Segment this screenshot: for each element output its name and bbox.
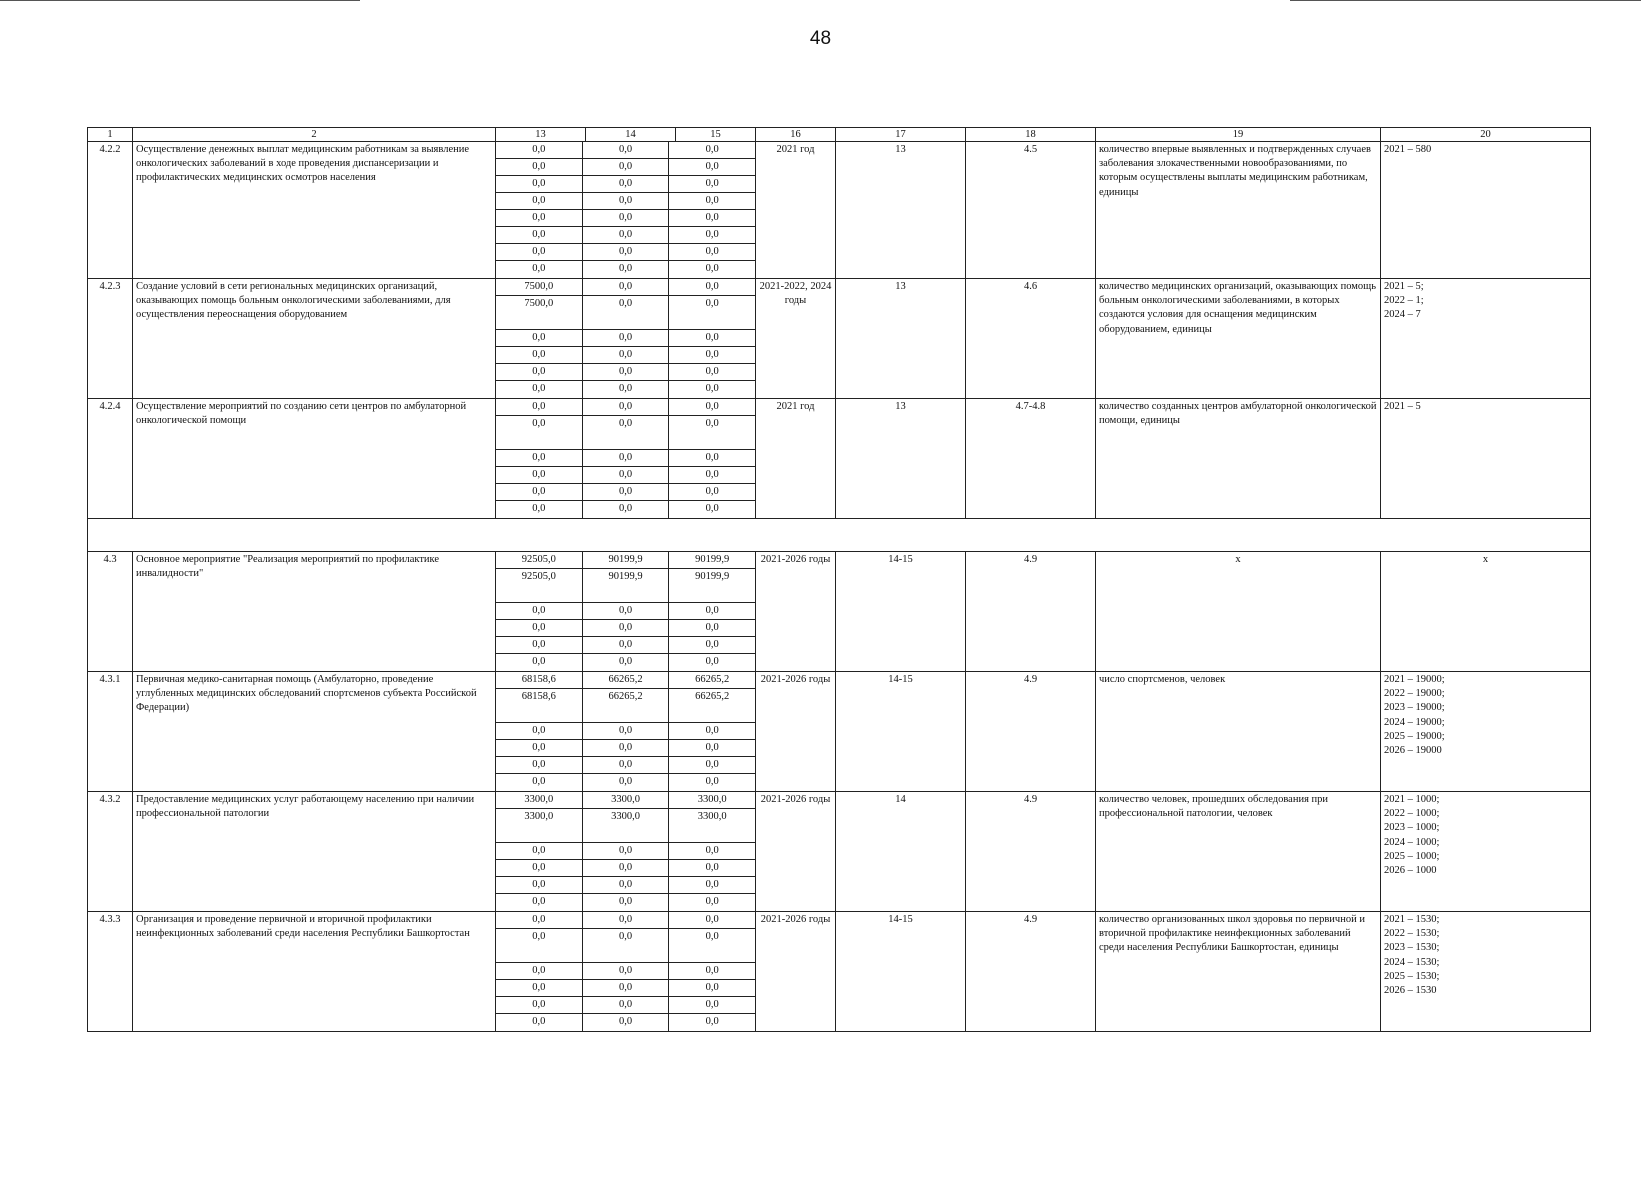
row-title: Организация и проведение первичной и вторичной профилактики неинфекционных заболеваний среди населения Республики Башкортостан: [133, 912, 496, 1032]
value-cell: 0,0: [496, 860, 583, 877]
value-cell: 3300,0: [496, 792, 583, 809]
value-row: [496, 689, 755, 723]
value-cell: 0,0: [496, 654, 583, 671]
value-cell: 0,0: [496, 261, 583, 278]
value-cell: 0,0: [496, 330, 583, 347]
value-cell: 0,0: [583, 929, 670, 963]
col-header: 19: [1096, 128, 1381, 142]
value-cell: 0,0: [583, 980, 670, 997]
value-row: [496, 296, 755, 330]
value-row: [496, 261, 755, 278]
value-cell: 0,0: [583, 740, 670, 757]
value-cell: 0,0: [669, 980, 755, 997]
table-row: [88, 142, 1591, 279]
value-cell: 3300,0: [496, 809, 583, 843]
indicator: количество созданных центров амбулаторной онкологической помощи, единицы: [1096, 399, 1381, 519]
value-cell: 68158,6: [496, 689, 583, 723]
col-18-value: 4.9: [966, 672, 1096, 792]
row-title: Осуществление мероприятий по созданию сети центров по амбулаторной онкологической помощи: [133, 399, 496, 519]
value-cell: 0,0: [669, 399, 755, 416]
value-cell: 0,0: [669, 860, 755, 877]
value-cell: 0,0: [669, 176, 755, 193]
col-header: 18: [966, 128, 1096, 142]
value-cell: 0,0: [583, 1014, 670, 1031]
value-cell: 0,0: [583, 843, 670, 860]
row-number: 4.3.2: [88, 792, 133, 912]
value-row: [496, 467, 755, 484]
value-cell: 0,0: [496, 501, 583, 518]
value-cell: 0,0: [705, 263, 719, 274]
value-cell: 0,0: [669, 929, 755, 963]
value-cell: 90199,9: [669, 552, 755, 569]
value-cell: 0,0: [705, 776, 719, 787]
indicator: количество медицинских организаций, оказывающих помощь больным онкологическими заболеваниями, в которых создаются условия для оснащения медицинским оборудованием, единицы: [1096, 279, 1381, 399]
value-cell: 0,0: [583, 381, 670, 398]
row-number: 4.2.3: [88, 279, 133, 399]
value-row: [496, 193, 755, 210]
value-cell: 0,0: [496, 364, 583, 381]
value-cell: 0,0: [669, 159, 755, 176]
indicator: количество человек, прошедших обследования при профессиональной патологии, человек: [1096, 792, 1381, 912]
value-cell: 0,0: [669, 244, 755, 261]
col-header: 16: [756, 128, 836, 142]
value-cell: 0,0: [583, 330, 670, 347]
row-title: Создание условий в сети региональных медицинских организаций, оказывающих помощь больным онкологическими заболеваниями, для осуществления переоснащения оборудованием: [133, 279, 496, 399]
row-title: Осуществление денежных выплат медицинским работникам за выявление онкологических заболеваний в ходе проведения диспансеризации и профилактических медицинских осмотров населения: [133, 142, 496, 279]
indicator: x: [1096, 552, 1381, 672]
funding-values: [496, 552, 756, 672]
value-cell: 0,0: [669, 193, 755, 210]
value-row: [496, 227, 755, 244]
col-18-value: 4.9: [966, 552, 1096, 672]
value-cell: 0,0: [583, 963, 670, 980]
value-row: [496, 381, 755, 398]
value-cell: 0,0: [669, 963, 755, 980]
target-values: x: [1381, 552, 1591, 672]
value-cell: 0,0: [496, 740, 583, 757]
value-cell: 0,0: [583, 347, 670, 364]
value-cell: 0,0: [669, 637, 755, 654]
value-cell: 0,0: [496, 484, 583, 501]
value-cell: 0,0: [496, 877, 583, 894]
value-cell: 0,0: [583, 501, 670, 518]
period: 2021 год: [756, 142, 836, 279]
period: 2021-2026 годы: [756, 552, 836, 672]
value-row: [496, 774, 755, 791]
row-number: 4.2.2: [88, 142, 133, 279]
value-cell: 3300,0: [669, 809, 755, 843]
value-cell: 0,0: [669, 484, 755, 501]
value-cell: 0,0: [583, 603, 670, 620]
value-cell: 0,0: [669, 740, 755, 757]
value-cell: 0,0: [669, 620, 755, 637]
value-row: [496, 894, 755, 911]
table-row: [88, 792, 1591, 912]
value-cell: 92505,0: [496, 552, 583, 569]
value-row: [496, 210, 755, 227]
value-cell: 0,0: [583, 296, 670, 330]
col-18-value: 4.9: [966, 792, 1096, 912]
indicator: количество впервые выявленных и подтвержденных случаев заболевания злокачественными новообразованиями, по которым осуществлены выплаты медицинским работникам, единицы: [1096, 142, 1381, 279]
value-row: [496, 416, 755, 450]
value-row: [496, 997, 755, 1014]
value-cell: 0,0: [583, 364, 670, 381]
funding-values: [496, 792, 756, 912]
col-header: 1: [88, 128, 133, 142]
value-cell: 0,0: [583, 176, 670, 193]
table-row: [88, 552, 1591, 672]
value-cell: 0,0: [496, 142, 583, 159]
value-row: [496, 159, 755, 176]
col-17-value: 14-15: [836, 672, 966, 792]
funding-values: [496, 399, 756, 519]
value-row: [496, 279, 755, 296]
value-cell: 0,0: [496, 210, 583, 227]
row-number: 4.3: [88, 552, 133, 672]
indicator: количество организованных школ здоровья по первичной и вторичной профилактике неинфекционных заболеваний среди населения Республики Башкортостан, единицы: [1096, 912, 1381, 1032]
value-cell: 3300,0: [669, 792, 755, 809]
col-18-value: 4.5: [966, 142, 1096, 279]
value-cell: 0,0: [496, 176, 583, 193]
value-cell: 7500,0: [496, 279, 583, 296]
value-cell: 0,0: [583, 877, 670, 894]
row-number: 4.3.3: [88, 912, 133, 1032]
col-header: 15: [676, 128, 756, 142]
value-row: [496, 740, 755, 757]
table-row: [88, 672, 1591, 792]
value-cell: 90199,9: [583, 552, 670, 569]
value-row: [496, 672, 755, 689]
value-cell: 0,0: [705, 383, 719, 394]
value-cell: 68158,6: [496, 672, 583, 689]
row-number: 4.2.4: [88, 399, 133, 519]
value-cell: 0,0: [496, 193, 583, 210]
value-cell: 0,0: [669, 142, 755, 159]
value-row: [496, 877, 755, 894]
funding-values: [496, 279, 756, 399]
value-cell: 0,0: [496, 963, 583, 980]
value-cell: 0,0: [583, 774, 670, 791]
value-row: [496, 620, 755, 637]
value-cell: 3300,0: [583, 809, 670, 843]
value-cell: 0,0: [583, 467, 670, 484]
value-cell: 66265,2: [583, 689, 670, 723]
value-cell: 0,0: [496, 757, 583, 774]
value-row: [496, 654, 755, 671]
value-cell: 0,0: [496, 774, 583, 791]
col-17-value: 14-15: [836, 912, 966, 1032]
value-cell: 0,0: [583, 450, 670, 467]
value-cell: 0,0: [496, 227, 583, 244]
value-cell: 0,0: [496, 929, 583, 963]
value-cell: 0,0: [669, 603, 755, 620]
value-cell: 0,0: [583, 210, 670, 227]
value-row: [496, 860, 755, 877]
col-17-value: 13: [836, 399, 966, 519]
value-cell: 0,0: [669, 467, 755, 484]
value-row: [496, 142, 755, 159]
value-cell: 0,0: [583, 399, 670, 416]
value-cell: 0,0: [669, 877, 755, 894]
value-cell: 0,0: [583, 193, 670, 210]
value-cell: 0,0: [583, 261, 670, 278]
value-cell: 0,0: [583, 894, 670, 911]
value-row: [496, 501, 755, 518]
section-spacer: [88, 519, 1591, 552]
col-17-value: 14: [836, 792, 966, 912]
period: 2021 год: [756, 399, 836, 519]
value-row: [496, 552, 755, 569]
value-cell: 0,0: [583, 244, 670, 261]
table-row: [88, 279, 1591, 399]
value-cell: 0,0: [496, 381, 583, 398]
col-18-value: 4.6: [966, 279, 1096, 399]
col-18-value: 4.7-4.8: [966, 399, 1096, 519]
value-cell: 0,0: [496, 416, 583, 450]
period: 2021-2026 годы: [756, 672, 836, 792]
column-number-row: [88, 128, 1591, 142]
value-cell: 0,0: [496, 347, 583, 364]
funding-values: [496, 912, 756, 1032]
value-cell: 0,0: [496, 450, 583, 467]
value-cell: 0,0: [669, 210, 755, 227]
value-cell: 0,0: [705, 896, 719, 907]
value-cell: 0,0: [669, 450, 755, 467]
value-cell: 0,0: [669, 843, 755, 860]
value-cell: 0,0: [669, 296, 755, 330]
value-cell: 0,0: [496, 620, 583, 637]
value-cell: 0,0: [583, 757, 670, 774]
value-row: [496, 929, 755, 963]
value-row: [496, 364, 755, 381]
target-values: 2021 – 1000; 2022 – 1000; 2023 – 1000; 2024 – 1000; 2025 – 1000; 2026 – 1000: [1381, 792, 1591, 912]
target-values: 2021 – 5; 2022 – 1; 2024 – 7: [1381, 279, 1591, 399]
target-values: 2021 – 580: [1381, 142, 1591, 279]
value-cell: 0,0: [583, 227, 670, 244]
value-cell: 0,0: [496, 912, 583, 929]
col-header: 20: [1381, 128, 1591, 142]
col-17-value: 13: [836, 279, 966, 399]
value-cell: 0,0: [583, 860, 670, 877]
col-17-value: 13: [836, 142, 966, 279]
period: 2021-2026 годы: [756, 792, 836, 912]
period: 2021-2022, 2024 годы: [756, 279, 836, 399]
value-cell: 0,0: [496, 399, 583, 416]
value-cell: 0,0: [583, 654, 670, 671]
value-cell: 0,0: [496, 980, 583, 997]
value-cell: 0,0: [705, 656, 719, 667]
value-row: [496, 330, 755, 347]
value-row: [496, 912, 755, 929]
table-row: [88, 399, 1591, 519]
value-cell: 0,0: [669, 364, 755, 381]
target-values: 2021 – 19000; 2022 – 19000; 2023 – 19000; 2024 – 19000; 2025 – 19000; 2026 – 19000: [1381, 672, 1591, 792]
value-row: [496, 347, 755, 364]
value-cell: 0,0: [669, 757, 755, 774]
value-cell: 0,0: [496, 603, 583, 620]
value-cell: 0,0: [496, 637, 583, 654]
value-cell: 0,0: [583, 159, 670, 176]
value-cell: 0,0: [496, 843, 583, 860]
value-row: [496, 1014, 755, 1031]
value-cell: 0,0: [669, 279, 755, 296]
value-cell: 0,0: [669, 227, 755, 244]
value-cell: 0,0: [496, 244, 583, 261]
col-header: 2: [133, 128, 496, 142]
row-number: 4.3.1: [88, 672, 133, 792]
row-title: Предоставление медицинских услуг работающему населению при наличии профессиональной патологии: [133, 792, 496, 912]
funding-values: [496, 142, 756, 279]
value-cell: 0,0: [705, 503, 719, 514]
value-cell: 90199,9: [583, 569, 670, 603]
value-row: [496, 723, 755, 740]
value-cell: 0,0: [669, 330, 755, 347]
value-row: [496, 637, 755, 654]
target-values: 2021 – 5: [1381, 399, 1591, 519]
table-row: [88, 912, 1591, 1032]
col-17-value: 14-15: [836, 552, 966, 672]
value-cell: 66265,2: [669, 672, 755, 689]
row-title: Первичная медико-санитарная помощь (Амбулаторно, проведение углубленных медицинских обследований спортсменов субъекта Российской Федерации): [133, 672, 496, 792]
value-cell: 3300,0: [583, 792, 670, 809]
value-cell: 0,0: [583, 279, 670, 296]
indicator: число спортсменов, человек: [1096, 672, 1381, 792]
value-cell: 0,0: [583, 416, 670, 450]
value-row: [496, 980, 755, 997]
value-row: [496, 963, 755, 980]
value-cell: 66265,2: [669, 689, 755, 723]
value-row: [496, 176, 755, 193]
value-row: [496, 484, 755, 501]
value-cell: 0,0: [496, 1014, 583, 1031]
value-row: [496, 569, 755, 603]
value-row: [496, 399, 755, 416]
value-row: [496, 603, 755, 620]
value-cell: 90199,9: [669, 569, 755, 603]
col-header: 13: [496, 128, 586, 142]
value-cell: 0,0: [583, 484, 670, 501]
value-row: [496, 809, 755, 843]
value-cell: 0,0: [669, 912, 755, 929]
col-header: 14: [586, 128, 676, 142]
col-18-value: 4.9: [966, 912, 1096, 1032]
value-cell: 0,0: [496, 997, 583, 1014]
value-cell: 66265,2: [583, 672, 670, 689]
value-cell: 0,0: [583, 637, 670, 654]
value-cell: 0,0: [583, 723, 670, 740]
value-cell: 0,0: [669, 416, 755, 450]
value-cell: 0,0: [496, 894, 583, 911]
value-row: [496, 450, 755, 467]
period: 2021-2026 годы: [756, 912, 836, 1032]
value-row: [496, 244, 755, 261]
value-cell: 0,0: [669, 723, 755, 740]
value-cell: 0,0: [496, 159, 583, 176]
value-row: [496, 792, 755, 809]
value-cell: 0,0: [705, 1016, 719, 1027]
col-header: 17: [836, 128, 966, 142]
value-cell: 92505,0: [496, 569, 583, 603]
value-cell: 0,0: [496, 723, 583, 740]
program-table: [87, 127, 1591, 1032]
value-cell: 0,0: [669, 347, 755, 364]
value-cell: 0,0: [583, 142, 670, 159]
value-cell: 7500,0: [496, 296, 583, 330]
value-cell: 0,0: [583, 620, 670, 637]
value-cell: 0,0: [583, 997, 670, 1014]
value-cell: 0,0: [496, 467, 583, 484]
value-row: [496, 757, 755, 774]
funding-values: [496, 672, 756, 792]
value-cell: 0,0: [583, 912, 670, 929]
value-cell: 0,0: [669, 997, 755, 1014]
row-title: Основное мероприятие "Реализация мероприятий по профилактике инвалидности": [133, 552, 496, 672]
value-row: [496, 843, 755, 860]
target-values: 2021 – 1530; 2022 – 1530; 2023 – 1530; 2024 – 1530; 2025 – 1530; 2026 – 1530: [1381, 912, 1591, 1032]
page-number: 48: [809, 28, 832, 49]
